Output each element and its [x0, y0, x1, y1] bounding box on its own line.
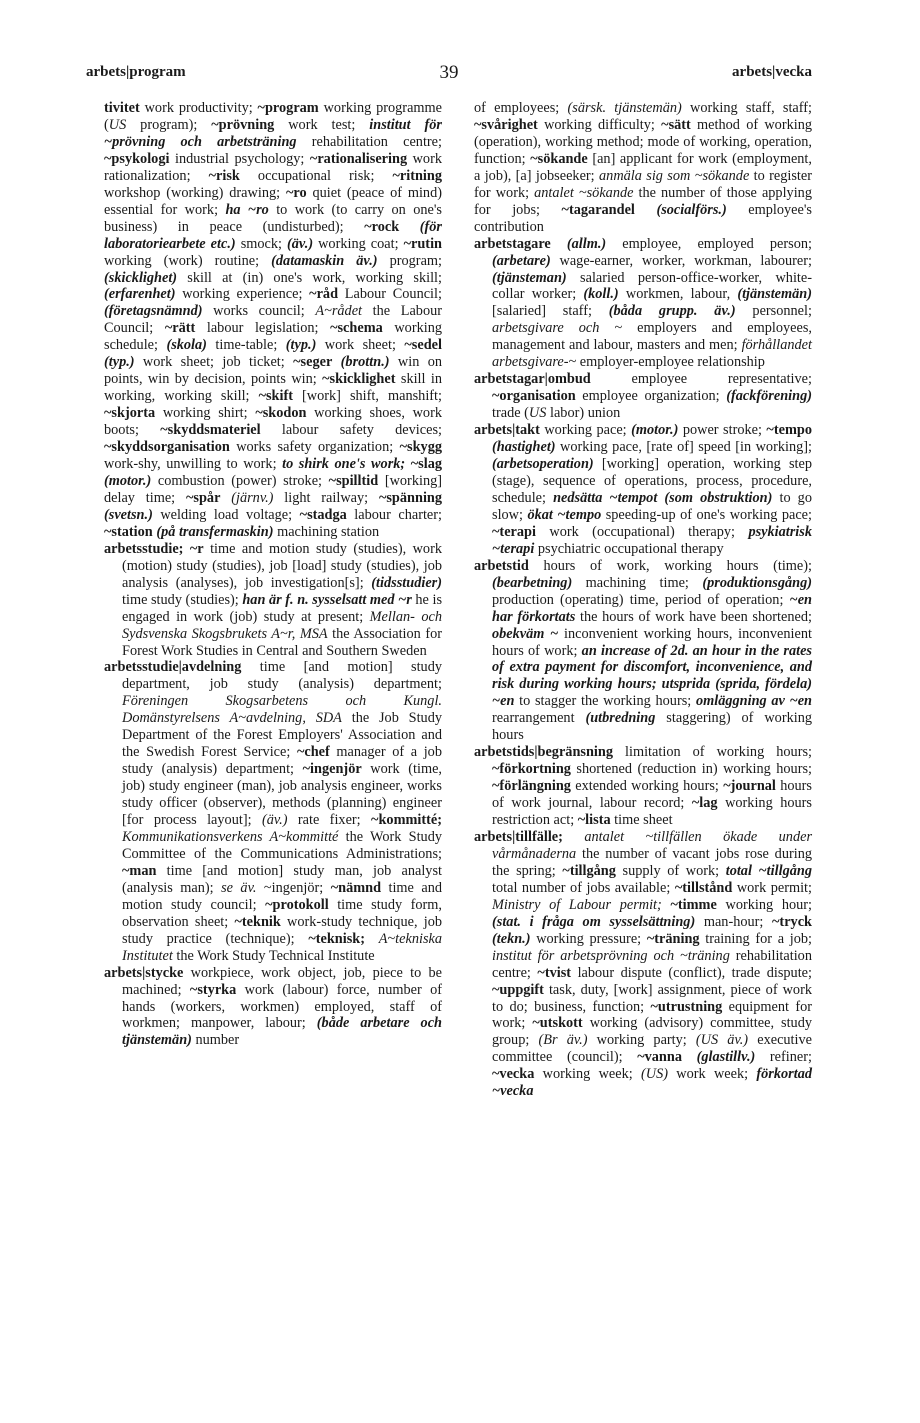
definition-text	[399, 219, 420, 235]
definition-text: hours of work, working hours (time);	[528, 557, 812, 574]
label-text: US	[528, 405, 547, 422]
headword-text: arbets|takt	[474, 422, 540, 439]
definition-text: Labour Council;	[338, 286, 442, 303]
label-text: (tjänsteman)	[492, 269, 567, 286]
definition-text: work (labour) force, number of hands (workers, workmen) employed, staff of workmen; manpower, labour;	[122, 981, 442, 1032]
headword-text: arbetsstudie;	[104, 540, 184, 557]
headword-text: ~tempo	[766, 422, 812, 439]
headword-text: ~rationalisering	[309, 150, 408, 167]
definition-text: man-hour;	[695, 913, 772, 930]
definition-text: total number of jobs available;	[492, 879, 675, 896]
definition-text: to register for work;	[474, 167, 813, 201]
definition-text: [salaried] staff;	[492, 303, 609, 320]
definition-text: time study form, observation sheet;	[122, 896, 442, 930]
definition-text: time and motion study council;	[122, 879, 442, 913]
definition-text: industrial psychology;	[169, 150, 310, 167]
headword-text: ~förlängning	[492, 778, 571, 795]
label-text: (båda grupp. äv.)	[608, 303, 736, 320]
definition-text: rehabilitation centre;	[296, 133, 442, 150]
label-text: A~rådet	[315, 303, 363, 320]
definition-text: of employees;	[474, 100, 568, 116]
left-guide-word: arbets|program	[86, 64, 186, 80]
label-text: institut för arbetsprövning och ~träning	[492, 947, 730, 964]
label-text: (typ.)	[285, 337, 317, 354]
headword-text: ~tillstånd	[674, 879, 733, 896]
definition-text: working difficulty;	[537, 116, 662, 133]
headword-text: ~rutin	[403, 235, 442, 252]
label-text: psykiatrisk ~terapi	[492, 523, 812, 557]
definition-text: supply of work;	[615, 862, 726, 879]
headword-text: ~tillgång	[562, 862, 616, 879]
definition-text: working schedule;	[104, 320, 442, 354]
definition-text: time and motion study (studies), work (motion) study (studies), job [load] study (studies), job analysis (analyses), job investigation[s];	[122, 540, 442, 591]
definition-text: time study (studies);	[122, 591, 243, 608]
headword-text: tivitet	[104, 100, 140, 116]
definition-text: combustion (power) stroke;	[151, 472, 329, 489]
headword-text: ~råd	[309, 286, 339, 303]
label-text: (stat. i fråga om sysselsättning)	[492, 913, 696, 930]
dictionary-entry	[474, 100, 812, 236]
definition-text: trade (	[492, 405, 529, 422]
definition-text: skill at (in) one's work, working skill;	[177, 269, 442, 286]
label-text: (fackförening)	[726, 388, 812, 405]
definition-text: employee's contribution	[474, 201, 812, 235]
dictionary-entry	[474, 236, 812, 372]
definition-text: [working] delay time;	[104, 472, 442, 506]
definition-text: working week;	[534, 1066, 642, 1083]
definition-text: works safety organization;	[229, 439, 400, 456]
definition-text: working shoes, work boots;	[104, 405, 442, 439]
label-text: (tjänstemän)	[737, 286, 812, 303]
label-text: ha ~ro	[225, 201, 269, 218]
headword-text: ~spänning	[378, 489, 443, 506]
label-text: (särsk. tjänstemän)	[567, 100, 682, 116]
definition-text: staggering) of working hours	[492, 710, 812, 744]
headword-text: ~psykologi	[104, 150, 170, 167]
label-text: ~en har förkortats	[492, 591, 812, 625]
label-text: (på transfermaskin)	[156, 523, 274, 540]
label-text: (bearbetning)	[492, 574, 573, 591]
label-text: (arbetare)	[492, 252, 551, 269]
label-text: antalet ~sökande	[534, 184, 634, 201]
headword-text: ~rock	[364, 218, 400, 235]
definition-text	[635, 202, 657, 218]
headword-text: ~schema	[330, 320, 383, 337]
headword-text: ~skift	[258, 388, 294, 405]
label-text: (järnv.)	[231, 489, 274, 506]
definition-text: employee, employed person;	[606, 235, 812, 252]
definition-text: the Work Study Technical Institute	[172, 947, 375, 964]
headword-text: ~rätt	[164, 320, 196, 337]
label-text: A~tekniska Institutet	[122, 930, 442, 964]
definition-text: work (occupational) therapy;	[535, 523, 749, 540]
headword-text: ~lag	[691, 795, 718, 812]
definition-text	[551, 236, 567, 252]
definition-text: speeding-up of one's working pace;	[601, 506, 812, 523]
headword-text: ~förkortning	[492, 761, 571, 778]
definition-text: work test;	[274, 116, 370, 133]
headword-text: arbetstids|begränsning	[474, 744, 613, 761]
definition-text: time sheet	[610, 812, 673, 829]
headword-text: ~seger	[293, 354, 333, 371]
headword-text: ~träning	[646, 930, 700, 947]
definition-text: number	[191, 1032, 240, 1049]
headword-text: ~skyddsmateriel	[160, 422, 261, 439]
label-text: institut för ~prövning och arbetsträning	[104, 116, 442, 150]
definition-text: skill in working, working skill;	[104, 371, 442, 405]
headword-text: ~ritning	[392, 167, 442, 184]
definition-text: work-study technique, job study practice (technique);	[122, 913, 442, 947]
headword-text: ~tvist	[537, 964, 572, 981]
headword-text: ~svårighet	[474, 116, 538, 133]
definition-text: equipment for work;	[492, 998, 812, 1032]
definition-text: time [and motion] study man, job analyst (analysis man);	[122, 862, 442, 896]
headword-text: ~r	[189, 540, 204, 557]
headword-text: ~teknik	[234, 913, 281, 930]
definition-text: workmen, labour,	[618, 286, 738, 303]
label-text: se äv.	[221, 879, 257, 896]
definition-text	[365, 931, 379, 947]
definition-text: time-table;	[206, 337, 286, 354]
headword-text: ~journal	[723, 778, 776, 795]
definition-text: work sheet; job ticket;	[134, 354, 294, 371]
left-column	[104, 100, 442, 1049]
dictionary-entry	[474, 422, 812, 558]
label-text: (tidsstudier)	[371, 574, 442, 591]
headword-text: ~slag	[410, 456, 442, 473]
label-text: (brottn.)	[340, 354, 390, 371]
label-text: (svetsn.)	[104, 506, 153, 523]
definition-text: working staff, staff;	[681, 100, 813, 116]
headword-text: ~spår	[185, 489, 221, 506]
label-text: (skicklighet)	[104, 269, 178, 286]
headword-text: ~uppgift	[492, 981, 544, 998]
definition-text: program;	[377, 252, 443, 269]
label-text: (motor.)	[631, 422, 679, 439]
definition-text: executive committee (council);	[492, 1032, 812, 1066]
label-text: (produktionsgång)	[702, 574, 812, 591]
headword-text: arbetstid	[474, 557, 529, 574]
definition-text: labor) union	[546, 405, 621, 422]
definition-text: extended working hours;	[570, 778, 724, 795]
definition-text: working pace, [rate of] speed [in working];	[555, 439, 812, 456]
label-text: Mellan- och Sydsvenska Skogsbrukets A~r, MSA	[122, 608, 442, 642]
definition-text: program);	[126, 116, 212, 133]
definition-text: work productivity;	[139, 100, 258, 116]
label-text: han är f. n. sysselsatt med ~r	[242, 591, 412, 608]
label-text: (Br äv.)	[538, 1032, 588, 1049]
right-column	[474, 100, 812, 1100]
definition-text	[563, 829, 584, 845]
definition-text: work (time, job) study engineer (man), job analysis engineer, works study officer (observer), methods (planning) engineer [for process layout];	[122, 761, 442, 829]
definition-text: working (advisory) committee, study group;	[492, 1015, 812, 1049]
definition-text: light railway;	[273, 489, 379, 506]
definition-text: labour charter;	[346, 506, 443, 523]
definition-text: employer-employee relationship	[576, 354, 765, 371]
headword-text: ~skodon	[255, 405, 307, 422]
definition-text	[220, 490, 231, 506]
label-text: (företagsnämnd)	[104, 303, 203, 320]
definition-text: the hours of work have been shortened;	[575, 608, 812, 625]
headword-text: ~skygg	[399, 439, 442, 456]
definition-text: power stroke;	[678, 422, 767, 439]
definition-text: work permit;	[732, 879, 812, 896]
label-text: Kommunikationsverkens A~kommitté	[122, 828, 339, 845]
definition-text: workpiece, work object, job, piece to be machined;	[122, 964, 442, 998]
dictionary-entry	[474, 744, 812, 829]
dictionary-entry	[104, 541, 442, 660]
definition-text: employee organization;	[575, 388, 727, 405]
headword-text: ~sedel	[404, 337, 442, 354]
dictionary-entry	[104, 100, 442, 541]
definition-text: workshop (working) drawing;	[104, 184, 286, 201]
label-text: nedsätta ~tempot (som obstruktion)	[553, 489, 773, 506]
definition-text: labour legislation;	[195, 320, 331, 337]
headword-text: ~ingenjör	[302, 761, 362, 778]
headword-text: ~tagarandel	[561, 201, 635, 218]
definition-text: working experience;	[175, 286, 310, 303]
headword-text: ~tryck	[772, 913, 812, 930]
headword-text: ~utskott	[532, 1015, 583, 1032]
label-text: (US)	[641, 1066, 669, 1083]
definition-text: the Association for Forest Work Studies in Central and Southern Sweden	[122, 625, 442, 659]
headword-text: ~ro	[285, 184, 307, 201]
definition-text: employee representative;	[590, 371, 812, 388]
headword-text: ~program	[257, 100, 319, 116]
definition-text: rate fixer;	[287, 812, 372, 829]
headword-text: ~vanna	[637, 1049, 682, 1066]
definition-text: ~ingenjör;	[256, 879, 331, 896]
headword-text: ~spilltid	[328, 472, 379, 489]
headword-text: ~kommitté;	[371, 812, 443, 829]
headword-text: ~teknisk;	[308, 930, 366, 947]
label-text: antalet ~tillfällen ökade under vårmånaderna	[492, 828, 813, 862]
headword-text: arbets|tillfälle;	[474, 828, 563, 845]
headword-text: ~chef	[296, 744, 330, 761]
definition-text: method of working (operation), working method; mode of working, operation, function;	[474, 116, 812, 167]
headword-text: ~nämnd	[330, 879, 382, 896]
definition-text: the Work Study Committee of the Communications Administrations;	[122, 828, 442, 862]
definition-text: production (operating) time, period of operation;	[492, 591, 790, 608]
definition-text: time [and motion] study department, job study (analysis) department;	[122, 659, 442, 693]
label-text: ökat ~tempo	[527, 506, 602, 523]
definition-text: inconvenient working hours, inconvenient hours of work;	[492, 625, 812, 659]
definition-text: the number of vacant jobs rose during the spring;	[492, 845, 812, 879]
definition-text: working hours restriction act;	[492, 795, 812, 829]
label-text: (både arbetare och tjänstemän)	[122, 1015, 442, 1049]
definition-text: working pressure;	[530, 930, 647, 947]
definition-text: employers and employees, management and labour, masters and men;	[492, 320, 812, 354]
headword-text: ~vecka	[492, 1066, 535, 1083]
definition-text: the Job Study Department of the Forest Employers' Association and the Swedish Forest Service;	[122, 710, 443, 761]
definition-text: machining station	[273, 523, 380, 540]
definition-text: the number of those applying for jobs;	[474, 184, 812, 218]
headword-text: arbetstagare	[474, 235, 551, 252]
label-text: (US äv.)	[695, 1032, 749, 1049]
label-text: anmäla sig som ~sökande	[599, 167, 750, 184]
definition-text: the Labour Council;	[104, 303, 442, 337]
label-text: (äv.)	[287, 235, 314, 252]
headword-text: ~skjorta	[104, 405, 156, 422]
dictionary-entry	[474, 558, 812, 744]
definition-text: personnel;	[735, 303, 812, 320]
label-text: förhållandet arbetsgivare-~	[492, 337, 812, 371]
headword-text: ~sätt	[661, 116, 691, 133]
headword-text: ~risk	[208, 167, 240, 184]
headword-text: ~organisation	[492, 388, 576, 405]
definition-text: labour dispute (conflict), trade dispute;	[571, 964, 812, 981]
dictionary-entry	[104, 965, 442, 1050]
headword-text: ~man	[122, 862, 157, 879]
definition-text: to work (to carry on one's business) in peace (undisturbed);	[104, 201, 442, 235]
definition-text: working shirt;	[155, 405, 256, 422]
definition-text: rehabilitation centre;	[492, 947, 812, 981]
definition-text: welding load voltage;	[152, 506, 300, 523]
definition-text: machining time;	[572, 574, 703, 591]
definition-text: [an] applicant for work (employment, a job), [a] jobseeker;	[474, 150, 812, 184]
definition-text: work rationalization;	[104, 150, 442, 184]
definition-text: [working] operation, working step (stage), sequence of operations, process, procedure, schedule;	[492, 456, 812, 506]
headword-text: ~skicklighet	[322, 371, 396, 388]
definition-text: work-shy, unwilling to work;	[104, 456, 283, 473]
definition-text: task, duty, [work] assignment, piece of work to do; business, function;	[492, 981, 812, 1015]
headword-text: ~sökande	[530, 150, 588, 167]
definition-text: working party;	[587, 1032, 696, 1049]
label-text: (tekn.)	[492, 930, 531, 947]
label-text: förkortad ~vecka	[492, 1066, 812, 1100]
definition-text: works council;	[202, 303, 316, 320]
label-text: to shirk one's work;	[282, 456, 406, 473]
headword-text: arbetstagar|ombud	[474, 371, 591, 388]
definition-text: manager of a job study (analysis) department;	[122, 744, 442, 778]
definition-text: work week;	[668, 1066, 757, 1083]
definition-text: wage-earner, worker, workman, labourer;	[550, 252, 812, 269]
definition-text: working (work) routine;	[104, 252, 272, 269]
definition-text: shortened (reduction in) working hours;	[570, 761, 812, 778]
definition-text: labour safety devices;	[260, 422, 442, 439]
headword-text: ~terapi	[492, 523, 536, 540]
definition-text: refiner;	[755, 1049, 812, 1066]
headword-text: ~timme	[670, 896, 717, 913]
dictionary-entry	[474, 829, 812, 1100]
headword-text: ~stadga	[299, 506, 347, 523]
headword-text: ~station	[104, 523, 153, 540]
headword-text: ~styrka	[189, 981, 237, 998]
page-number: 39	[439, 62, 459, 83]
definition-text: quiet (peace of mind) essential for work;	[104, 184, 442, 218]
definition-text: salaried person-office-worker, white-collar worker;	[492, 269, 812, 303]
label-text: omläggning av ~en	[695, 693, 813, 710]
label-text: (glastillv.)	[696, 1049, 756, 1066]
definition-text: to stagger the working hours;	[514, 693, 696, 710]
label-text: (hastighet)	[492, 439, 556, 456]
label-text: (datamaskin äv.)	[271, 252, 378, 269]
label-text: US	[108, 116, 127, 133]
definition-text: to go slow;	[492, 489, 812, 523]
label-text: (allm.)	[566, 235, 607, 252]
label-text: (för laboratoriearbete etc.)	[104, 218, 442, 252]
label-text: (motor.)	[104, 472, 152, 489]
definition-text: working coat;	[313, 235, 404, 252]
label-text: (skola)	[166, 337, 207, 354]
definition-text: psychiatric occupational therapy	[534, 540, 724, 557]
definition-text: working hour;	[716, 896, 813, 913]
definition-text: he is engaged in work (job) study at present;	[122, 591, 443, 625]
headword-text: arbets|stycke	[104, 964, 184, 981]
headword-text: ~skyddsorganisation	[104, 439, 230, 456]
label-text: Ministry of Labour permit;	[492, 896, 662, 913]
definition-text: work sheet;	[316, 337, 405, 354]
label-text: utsprida (sprida, fördela) ~en	[492, 676, 812, 710]
definition-text: working programme (	[104, 100, 442, 133]
right-guide-word: arbets|vecka	[732, 64, 812, 80]
label-text: arbetsgivare och ~	[492, 320, 623, 337]
definition-text: win on points, win by decision, points win;	[104, 354, 442, 388]
label-text: Föreningen Skogsarbetens och Kungl. Domänstyrelsens A~avdelning, SDA	[122, 693, 442, 727]
definition-text: rearrangement	[492, 710, 586, 727]
headword-text: ~protokoll	[265, 896, 329, 913]
definition-text: [work] shift, manshift;	[293, 388, 442, 405]
definition-text: smock;	[235, 235, 288, 252]
definition-text: working pace;	[539, 422, 632, 439]
definition-text	[332, 354, 340, 370]
definition-text	[682, 1049, 697, 1065]
page-header	[86, 62, 812, 92]
definition-text: hours of work journal, labour record;	[492, 778, 812, 812]
label-text: (erfarenhet)	[104, 286, 176, 303]
dictionary-entry	[104, 659, 442, 964]
definition-text: training for a job;	[699, 930, 812, 947]
label-text: (äv.)	[261, 812, 288, 829]
headword-text: ~lista	[577, 812, 611, 829]
label-text: an increase of 2d. an hour in the rates of extra payment for discomfort, inconvenience, and risk during working hours;	[492, 642, 812, 693]
label-text: (typ.)	[104, 354, 135, 371]
definition-text: occupational risk;	[239, 167, 393, 184]
headword-text: arbetsstudie|avdelning	[104, 659, 242, 676]
label-text: (socialförs.)	[656, 201, 727, 218]
label-text: obekväm ~	[492, 625, 559, 642]
definition-text: limitation of working hours;	[613, 744, 812, 761]
label-text: total ~tillgång	[725, 862, 812, 879]
headword-text: ~prövning	[211, 116, 275, 133]
label-text: (arbetsoperation)	[492, 456, 594, 473]
dictionary-entry	[474, 371, 812, 422]
headword-text: ~utrustning	[650, 998, 723, 1015]
label-text: (utbredning	[585, 710, 656, 727]
label-text: (koll.)	[583, 286, 619, 303]
